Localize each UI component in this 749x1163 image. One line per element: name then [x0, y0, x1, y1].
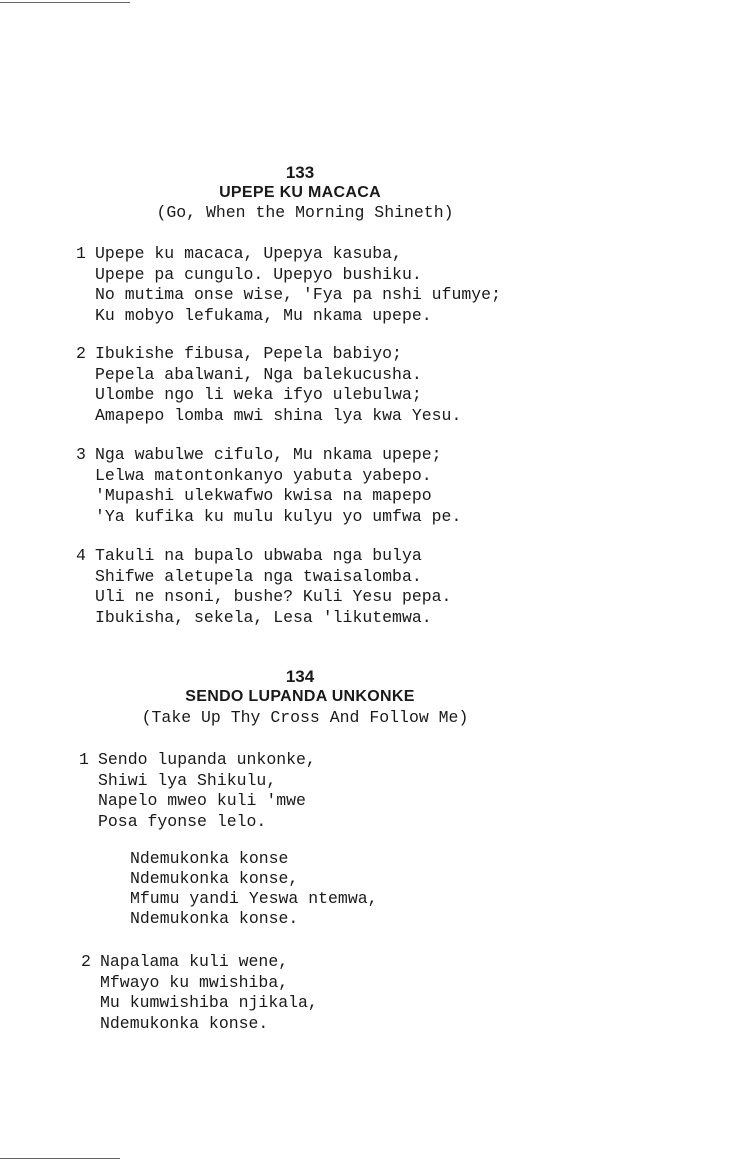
verse-line: Mfwayo ku mwishiba, [100, 972, 289, 992]
verse-line: Ku mobyo lefukama, Mu nkama upepe. [95, 305, 432, 325]
verse [79, 750, 316, 832]
hymn-number: 134 [285, 667, 315, 686]
verse-line: Pepela abalwani, Nga balekucusha. [95, 364, 422, 384]
verse-line: Shifwe aletupela nga twaisalomba. [95, 566, 422, 586]
hymn-title: UPEPE KU MACACA [219, 184, 381, 201]
verse-line: Upepe pa cungulo. Upepyo bushiku. [95, 264, 422, 284]
hymn-subtitle: (Go, When the Morning Shineth) [156, 203, 454, 222]
verse-line: Ibukishe fibusa, Pepela babiyo; [95, 344, 402, 363]
verse-number: 2 [76, 344, 86, 363]
verse-line: Takuli na bupalo ubwaba nga bulya [95, 546, 422, 565]
verse-line: Posa fyonse lelo. [98, 811, 267, 831]
chorus-line: Ndemukonka konse. [130, 909, 299, 928]
verse-number: 1 [79, 750, 89, 769]
hymn-number: 133 [285, 163, 315, 182]
verse-line: No mutima onse wise, 'Fya pa nshi ufumye; [95, 285, 501, 304]
verse-line: Shiwi lya Shikulu, [98, 770, 277, 790]
verse [76, 244, 501, 326]
verse-line: Ibukisha, sekela, Lesa 'likutemwa. [95, 607, 432, 627]
chorus-line: Mfumu yandi Yeswa ntemwa, [130, 889, 378, 908]
verse-line: Ulombe ngo li weka ifyo ulebulwa; [95, 385, 422, 404]
verse [76, 344, 462, 426]
verse [76, 546, 452, 628]
verse-line: Napelo mweo kuli 'mwe [98, 791, 306, 810]
verse-line: Mu kumwishiba njikala, [100, 993, 318, 1012]
verse-line: Napalama kuli wene, [100, 952, 289, 971]
verse-number: 1 [76, 244, 86, 263]
verse-line: Upepe ku macaca, Upepya kasuba, [95, 244, 402, 263]
verse-line: 'Mupashi ulekwafwo kwisa na mapepo [95, 486, 432, 505]
chorus-line: Ndemukonka konse [130, 849, 289, 868]
chorus [130, 849, 378, 929]
verse-line: Amapepo lomba mwi shina lya kwa Yesu. [95, 405, 462, 425]
verse-line: 'Ya kufika ku mulu kulyu yo umfwa pe. [95, 506, 462, 526]
verse-line: Lelwa matontonkanyo yabuta yabepo. [95, 465, 432, 485]
verse-line: Nga wabulwe cifulo, Mu nkama upepe; [95, 445, 442, 464]
hymn-subtitle: (Take Up Thy Cross And Follow Me) [141, 708, 469, 727]
verse [81, 952, 318, 1034]
verse [76, 445, 462, 527]
verse-number: 3 [76, 445, 86, 464]
verse-line: Sendo lupanda unkonke, [98, 750, 316, 769]
scan-edge-top [0, 2, 130, 3]
verse-line: Uli ne nsoni, bushe? Kuli Yesu pepa. [95, 587, 452, 606]
verse-number: 4 [76, 546, 86, 565]
scan-edge-bottom [0, 1158, 120, 1159]
chorus-line: Ndemukonka konse, [130, 869, 299, 888]
verse-number: 2 [81, 952, 91, 971]
verse-line: Ndemukonka konse. [100, 1013, 269, 1033]
hymn-title: SENDO LUPANDA UNKONKE [185, 688, 415, 705]
